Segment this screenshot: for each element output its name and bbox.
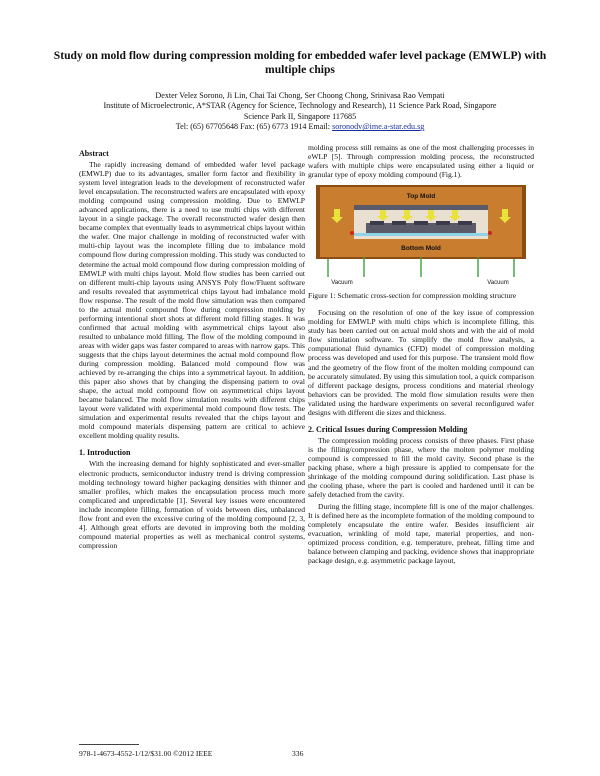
release-film [354, 205, 488, 210]
section-2-heading: 2. Critical Issues during Compression Molding [308, 424, 468, 434]
chip [414, 221, 428, 225]
chip [436, 221, 450, 225]
introduction-text: With the increasing demand for highly sophisticated and ever-smaller electronic products, semiconductor industry trend is driving compression molding technology toward higher packaging densities with thinner and smaller profiles, which makes the encapsulation process much more complicated and unpredictable [1]. Several key issues were encountered include incomplete filling, formation of voids between dies, unbalanced flow front and even the excessive curing of the molding compound [2, 3, 4]. Although great efforts are devoted in improving both the molding compound material properties as well as mechanical control systems, compression [79, 459, 305, 550]
section-2-paragraph-2: During the filling stage, incomplete fill is one of the major challenges. It is defined here as the incomplete formation of the molding compound to completely encapsulate the entire wafer. Besides insufficient air evacuation, wrinkling of mold tape, material properties, and non-optimized process condition, e.g. temperature, preheat, filling time and balance between clamping and packing, evidence shows that inappropriate package design, e.g. asymmetric package layout, [308, 502, 534, 566]
vacuum-right-label: Vacuum [487, 280, 509, 287]
left-column [79, 149, 305, 550]
author-affiliation: Institute of Microelectronic, A*STAR (Agency for Science, Technology and Research), 11 Science Park Road, Singapore [103, 101, 497, 111]
chip [392, 221, 406, 225]
right-top-paragraph: molding process still remains as one of the most challenging processes in eWLP [5]. Through compression molding process, the reconstructed wafers with multiple chips were encapsulated using either a liquid or granular type of epoxy molding compound (Fig.1). [308, 143, 534, 180]
page-number: 336 [292, 749, 304, 758]
seal-dot [350, 231, 354, 235]
right-middle-paragraph: Focusing on the resolution of one of the key issue of compression molding for EMWLP with multi chips which is incomplete filling, this study has been carried out on actual mold shots and with the aid of mold flow simulation software. To simplify the mold flow analysis, a computational fluid dynamics (CFD) model of compression molding process was developed and used for this purpose. The transient mold flow and the geometry of the flow front of the molten molding compound can be accurately simulated. By using this simulation tool, a quick comparison of different package designs, process conditions and material rheology behaviors can be provided. The mold flow simulation results were then validated using the hardware experiments on several reconfigured wafer designs with different die sizes and thickness. [308, 308, 534, 417]
chip [458, 221, 472, 225]
vacuum-lines [328, 257, 514, 277]
author-block [40, 91, 560, 133]
footer-rule [79, 744, 139, 745]
carrier [354, 233, 488, 236]
right-column [308, 143, 534, 565]
contact-text: Tel: (65) 67705648 Fax: (65) 6773 1914 Email: [175, 122, 331, 132]
author-address: Science Park II, Singapore 117685 [243, 111, 357, 121]
bottom-mold-label: Bottom Mold [401, 245, 441, 253]
seal-dot [488, 231, 492, 235]
figure-caption: Figure 1: Schematic cross-section for compression molding structure [308, 291, 517, 301]
abstract-heading: Abstract [79, 149, 109, 158]
abstract-text: The rapidly increasing demand of embedded wafer level package (EMWLP) due to its advantages, smaller form factor and flexibility in system level integration leads to the development of reconstructed wafer level encapsulation. The reconstructed wafers are encapsulated with epoxy molding compound using compression molding. Due to EMWLP advanced applications, there is a need to use multi chips with different layout in a single package. The overall reconstructed wafer design then became complex that eventually leads to asymmetrical chips layout within the wafer. One major challenge in molding of reconstructed wafer with multi-chip layout was the incomplete filling due to imbalance mold compound flow during compression molding. This study was conducted to determine the actual mold compound flow during compression molding of EMWLP with multi chips layout. Mold flow studies has been carried out on different multi-chip layouts using ANSYS Poly flow/Fluent software and results revealed that asymmetrical chips layout had imbalance mold flow response. The result of the mold flow simulation was then compared to the actual mold compound flow during compression molding by performing intentional short shots at different mold filling stages. It was confirmed that actual molding with asymmetrical chips layout also resulted to unbalance mold filling. The flow of the molding compound in areas with wider gaps was faster compared to areas with narrow gaps. This suggests that the chips layout determines the actual mold compound flow during compression molding. Balanced mold compound flow was achieved by re-arranging the chips into a symmetrical layout. In addition, this paper also shows that by changing the dispensing pattern to oval shape, the actual mold compound flow on asymmetrical chips layout became balanced. The mold flow simulation results with different chips layout were validated with experimental mold compound flow tests. The simulation and experimental results revealed that the chips layout and mold compound materials dispensing pattern are critical to achieve excellent molding quality results. [79, 160, 305, 441]
footer-copyright: 978-1-4673-4552-1/12/$31.00 ©2012 IEEE [79, 749, 213, 758]
vacuum-left-label: Vacuum [331, 280, 353, 287]
chip [370, 221, 384, 225]
paper-title: Study on mold flow during compression molding for embedded wafer level package (EMWLP) with multiple chips [53, 49, 547, 76]
figure-1 [308, 183, 534, 289]
section-2-paragraph-1: The compression molding process consists of three phases. First phase is the filling/compression phase, where the molten polymer molding compound is compressed to fill the mold cavity. Second phase is the packing phase, where a high pressure is applied to compensate for the shrinkage of the molding compound during solidification. Last phase is the cooling phase, where the part is cooled and hardened until it can be safely detached from the cavity. [308, 435, 534, 500]
compression-mold-diagram [308, 183, 534, 289]
introduction-heading: 1. Introduction [79, 448, 131, 458]
email-link[interactable]: soronodv@ime.a-star.edu.sg [332, 122, 425, 132]
author-contact [40, 122, 560, 132]
top-mold-label: Top Mold [406, 193, 436, 201]
author-names: Dexter Velez Sorono, Ji Lin, Chai Tai Chong, Ser Choong Chong, Srinivasa Rao Vempati [155, 91, 445, 100]
